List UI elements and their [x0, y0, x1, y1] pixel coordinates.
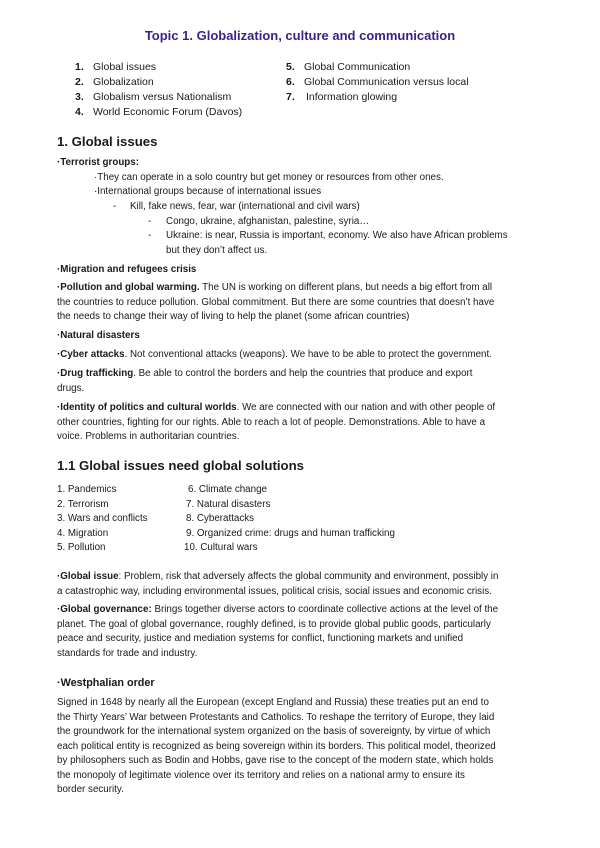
toc-label: Globalization — [93, 76, 154, 88]
pollution-paragraph — [57, 281, 553, 325]
paragraph-line: the Thirty Years’ War between Protestants and Catholics. To reshape the territory of Europe, they laid — [57, 711, 495, 723]
cyber-bold: ·Cyber attacks — [57, 349, 125, 360]
section-heading: 1.1 Global issues need global solutions — [57, 458, 304, 473]
list-item: 1. Pandemics — [57, 484, 117, 495]
toc-number: 5. — [286, 61, 295, 73]
issues-list-right — [184, 483, 395, 556]
migration-text: ·Migration and refugees crisis — [57, 264, 197, 275]
governance-paragraph — [57, 603, 553, 661]
list-item: 5. Pollution — [57, 542, 106, 553]
terrorist-title — [57, 156, 553, 171]
terrorist-line: Congo, ukraine, afghanistan, palestine, syria… — [166, 216, 370, 227]
global-issue-text: : Problem, risk that adversely affects the global community and environment, possibly in — [118, 571, 499, 582]
paragraph-line: voice. Problems in authoritarian countries. — [57, 431, 240, 442]
migration-item — [57, 263, 553, 278]
identity-bold: ·Identity of politics and cultural worlds — [57, 402, 237, 413]
toc-item — [286, 60, 469, 75]
toc-number: 1. — [75, 61, 84, 73]
issues-list-left — [57, 483, 148, 556]
paragraph-line: standards for trade and industry. — [57, 647, 198, 659]
paragraph-line: by philosophers such as Bodin and Hobbs, gave rise to the concept of the modern state, which holds — [57, 755, 494, 766]
list-item: 7. Natural disasters — [186, 498, 271, 510]
westphalian-heading — [57, 676, 553, 691]
paragraph-line — [57, 348, 553, 363]
toc-left-column — [75, 60, 242, 120]
identity-paragraph — [57, 401, 553, 445]
list-item: 4. Migration — [57, 527, 109, 539]
toc-right-column — [286, 60, 469, 105]
toc-label: Globalism versus Nationalism — [93, 91, 232, 103]
toc-number: 3. — [75, 91, 84, 103]
toc-label: World Economic Forum (Davos) — [93, 106, 243, 118]
bullet-dash: - — [148, 216, 152, 227]
toc-item — [286, 90, 469, 105]
toc-number: 2. — [75, 76, 84, 88]
natural-disasters-item — [57, 329, 553, 344]
list-item: 2. Terrorism — [57, 498, 109, 510]
terrorist-line: ·International groups because of international issues — [94, 186, 322, 197]
paragraph-line: a catastrophic way, including environmental issues, political crisis, social issues and economic crisis. — [57, 585, 492, 597]
toc-item — [75, 75, 242, 90]
paragraph-line: the groundwork for the international system organized on the basis of sovereignty, by virtue of which — [57, 726, 491, 737]
section-heading: 1. Global issues — [57, 134, 158, 149]
paragraph-line — [57, 281, 553, 296]
toc-number: 7. — [286, 91, 295, 103]
terrorist-line: Ukraine: is near, Russia is important, economy. We also have African problems — [166, 230, 508, 241]
list-item: 9. Organized crime: drugs and human trafficking — [186, 527, 395, 539]
toc-item — [75, 60, 242, 75]
bullet-dash: - — [113, 201, 117, 212]
paragraph-line — [57, 570, 553, 585]
governance-bold: ·Global governance: — [57, 604, 152, 615]
paragraph-line: planet. The goal of global governance, roughly defined, is to provide global public goods, particularly — [57, 618, 491, 630]
list-item: 8. Cyberattacks — [186, 513, 255, 524]
paragraph-line: drugs. — [57, 382, 85, 394]
paragraph-line: the needs to change their way of living to help the planet (some african countries) — [57, 311, 410, 322]
toc-label: Global issues — [93, 61, 157, 73]
paragraph-line: peace and security, justice and mediation systems for conflict, functioning markets and unified — [57, 633, 464, 644]
global-issue-paragraph — [57, 570, 553, 599]
paragraph-line: the monopoly of legitimate violence over its territory and relies on a national army to ensure its — [57, 769, 465, 781]
pollution-text: The UN is working on different plans, but needs a big effort from all — [199, 282, 493, 293]
governance-text: Brings together diverse actors to coordinate collective actions at the level of the — [151, 604, 499, 615]
toc-item — [75, 90, 242, 105]
paragraph-line — [57, 603, 553, 618]
list-item: 10. Cultural wars — [184, 542, 258, 553]
toc-item — [286, 75, 469, 90]
paragraph-line: border security. — [57, 784, 124, 795]
bullet-dash: - — [148, 230, 152, 241]
toc-number: 6. — [286, 76, 295, 88]
paragraph-line: Signed in 1648 by nearly all the European (except England and Russia) these treaties put an end to — [57, 697, 489, 708]
terrorist-line: ·They can operate in a solo country but get money or resources from other ones. — [94, 172, 444, 183]
toc-label: Global Communication — [304, 61, 411, 73]
toc-label: Information glowing — [306, 91, 398, 103]
paragraph-line — [57, 367, 553, 382]
drug-text: . Be able to control the borders and help the countries that produce and export — [133, 368, 473, 379]
westphalian-heading-text: ·Westphalian order — [57, 677, 155, 689]
page-title: Topic 1. Globalization, culture and communication — [144, 28, 456, 43]
paragraph-line: other countries, fighting for our rights. Able to reach a lot of people. Demonstrations. Able to have a — [57, 416, 486, 428]
terrorist-line: but they don’t affect us. — [166, 245, 268, 256]
global-issue-bold: ·Global issue — [57, 571, 119, 582]
drug-paragraph — [57, 367, 553, 396]
pollution-bold: ·Pollution and global warming. — [57, 282, 200, 293]
toc-item — [75, 105, 242, 120]
toc-label: Global Communication versus local — [304, 76, 469, 88]
list-item: 3. Wars and conflicts — [57, 513, 148, 524]
list-item: 6. Climate change — [188, 484, 267, 495]
westphalian-paragraph — [57, 696, 553, 798]
paragraph-line: the countries to reduce pollution. Global commitment. But there are some countries that doesn’t have — [57, 296, 495, 308]
cyber-paragraph — [57, 348, 553, 363]
natural-text: ·Natural disasters — [57, 330, 140, 341]
identity-text: . We are connected with our nation and with other people of — [236, 402, 496, 413]
paragraph-line — [57, 401, 553, 416]
terrorist-title-text: ·Terrorist groups: — [57, 157, 140, 168]
drug-bold: ·Drug trafficking — [57, 368, 134, 379]
paragraph-line: each political entity is recognized as being sovereign within its borders. This political model, theorized — [57, 740, 496, 752]
cyber-text: . Not conventional attacks (weapons). We have to be able to protect the government. — [124, 349, 492, 360]
toc-number: 4. — [75, 106, 84, 118]
terrorist-line: Kill, fake news, fear, war (international and civil wars) — [130, 201, 360, 212]
